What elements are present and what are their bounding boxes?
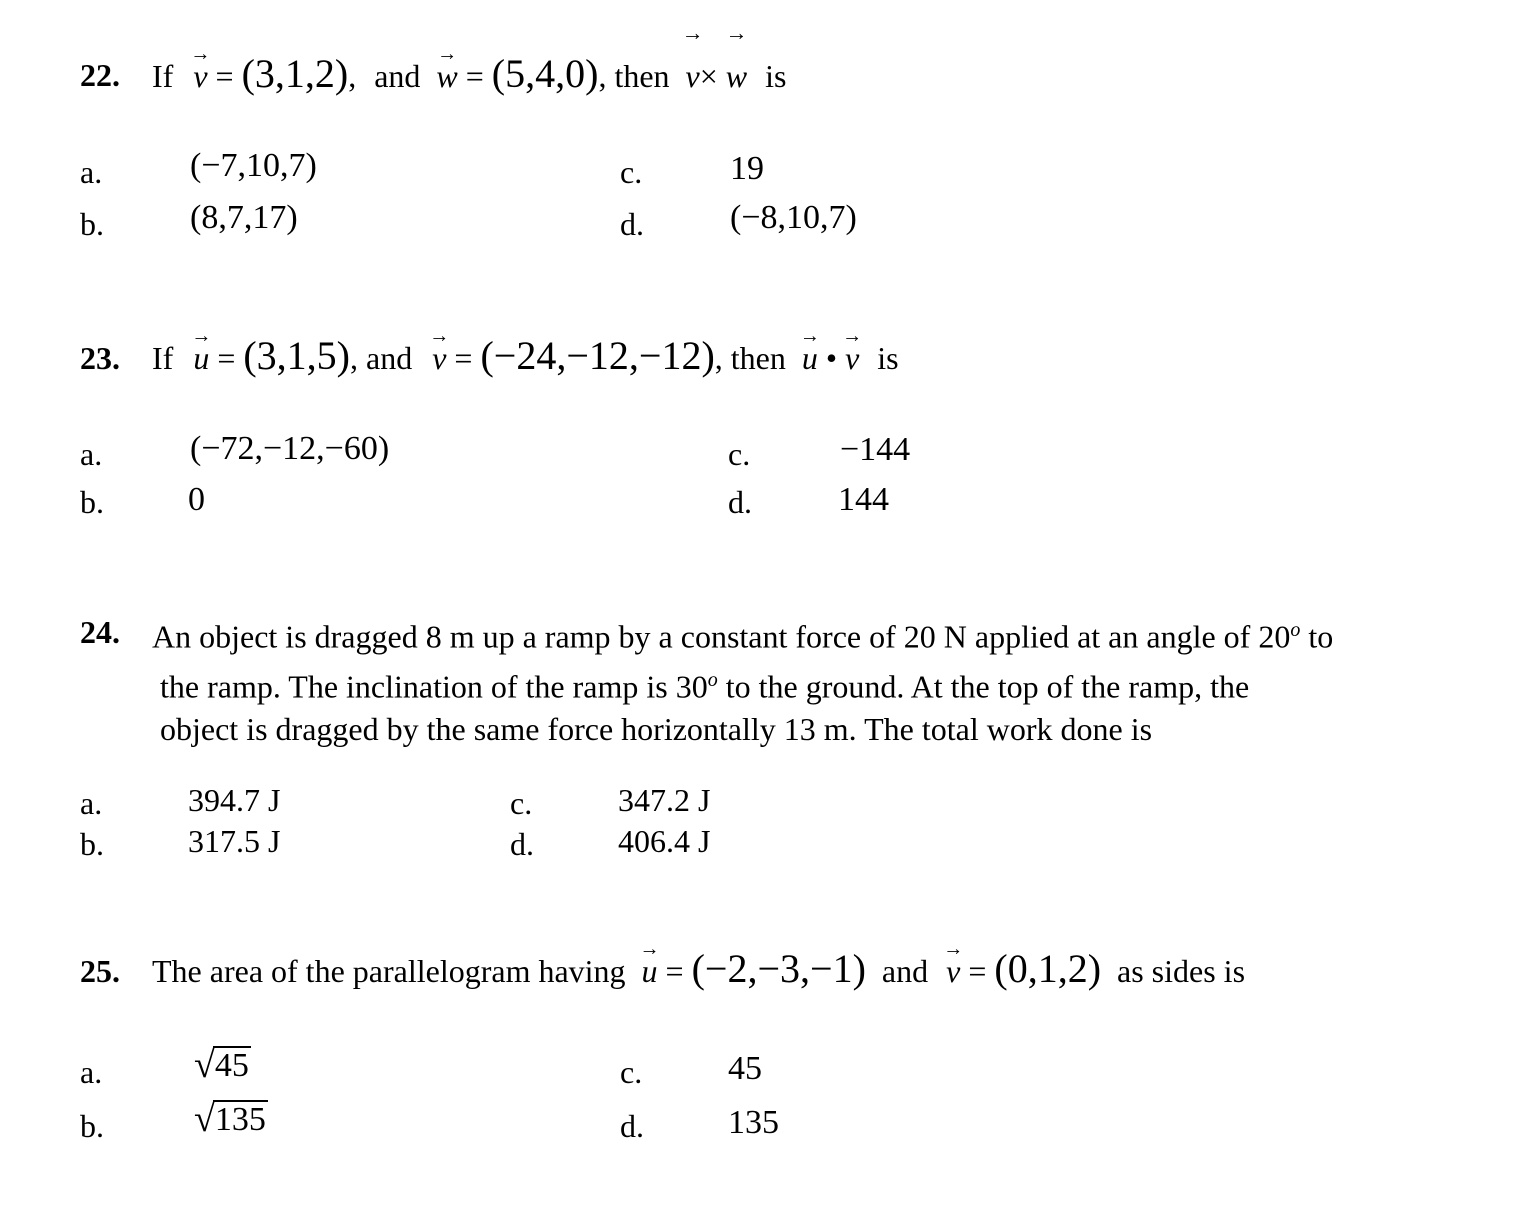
equals-sign: = [968, 953, 987, 989]
equals-sign: = [665, 953, 684, 989]
vector-w-value: (5,4,0) [491, 51, 599, 96]
square-root-sign: √ [194, 1044, 215, 1086]
option-b-value [194, 1100, 268, 1138]
vector-u-value: (3,1,5) [243, 333, 350, 378]
stem-text: and [374, 58, 421, 94]
stem-text: An object is dragged 8 m up a ramp by a constant force of 20 N applied at an angle of [152, 618, 1251, 655]
stem-text: , then [714, 340, 786, 376]
cross-w-symbol: → w [726, 58, 747, 95]
stem-text: , and [350, 340, 413, 376]
question-stem [152, 333, 899, 378]
vector-u-symbol: → u [642, 953, 658, 990]
stem-text: If [152, 340, 174, 376]
stem-text: is [877, 340, 899, 376]
question-stem [152, 51, 787, 96]
vector-v-value: (−24,−12,−12) [480, 333, 715, 378]
vector-v-symbol: → v [193, 58, 207, 95]
option-a-value: (−72,−12,−60) [190, 430, 390, 467]
square-root-sign: √ [194, 1098, 215, 1140]
stem-text: to [1308, 618, 1334, 655]
option-d-value: 406.4 J [618, 823, 711, 859]
equals-sign: = [217, 340, 236, 376]
stem-text: and [881, 953, 929, 989]
option-c-label: c. [728, 436, 751, 472]
option-d-label: d. [620, 1108, 644, 1144]
stem-text: The area of the parallelogram having [152, 953, 626, 989]
stem-text: to the ground. At the top of the ramp, the [725, 668, 1250, 705]
option-c-value: 45 [728, 1050, 762, 1087]
option-b-value: 0 [188, 481, 205, 518]
option-a-value [194, 1046, 251, 1084]
question-number: 25. [80, 953, 120, 989]
dot-v-symbol: → v [845, 340, 859, 377]
vector-v-value: (3,1,2) [241, 51, 349, 96]
vector-w-symbol: → w [436, 58, 457, 95]
option-b-label: b. [80, 826, 104, 862]
option-b-value: 317.5 J [188, 823, 281, 859]
stem-line-3: object is dragged by the same force horizontally 13 m. The total work done is [160, 711, 1153, 748]
option-a-label: a. [80, 1054, 103, 1090]
option-b-label: b. [80, 1108, 104, 1144]
equals-sign: = [454, 340, 473, 376]
option-b-label: b. [80, 484, 104, 520]
option-d-value: (−8,10,7) [730, 199, 857, 236]
option-c-value: 347.2 J [618, 782, 711, 818]
question-number: 24. [80, 614, 120, 650]
vector-v-value: (0,1,2) [994, 946, 1102, 991]
comma: , [348, 58, 357, 94]
option-d-value: 135 [728, 1104, 779, 1141]
degree-mark: o [1290, 619, 1301, 641]
option-a-label: a. [80, 436, 103, 472]
option-b-value: (8,7,17) [190, 199, 298, 236]
dot-operator: • [825, 340, 838, 376]
radicand: 135 [214, 1101, 266, 1139]
angle-value: 30 [675, 668, 708, 705]
equals-sign: = [465, 58, 484, 94]
stem-text: as sides is [1117, 953, 1246, 989]
question-number: 22. [80, 57, 120, 93]
option-c-label: c. [620, 154, 643, 190]
option-d-value: 144 [838, 481, 889, 518]
option-c-label: c. [510, 785, 533, 821]
option-d-label: d. [620, 206, 644, 242]
stem-line-2 [160, 659, 1333, 709]
cross-operator: × [699, 58, 718, 94]
option-b-label: b. [80, 206, 104, 242]
question-stem [152, 609, 1333, 751]
vector-u-symbol: → u [193, 340, 209, 377]
option-c-label: c. [620, 1054, 643, 1090]
vector-v-symbol: → v [946, 953, 960, 990]
vector-v-symbol: → v [432, 340, 446, 377]
option-d-label: d. [510, 826, 534, 862]
stem-text: the ramp. The inclination of the ramp is [160, 668, 668, 705]
option-a-value: 394.7 J [188, 782, 281, 818]
option-c-value: −144 [840, 431, 911, 468]
stem-text: If [152, 58, 174, 94]
stem-text: , then [598, 58, 670, 94]
question-number: 23. [80, 340, 120, 376]
stem-line-1 [152, 609, 1333, 659]
stem-text: is [765, 58, 787, 94]
dot-u-symbol: → u [802, 340, 818, 377]
cross-v-symbol: → v [686, 58, 700, 95]
option-a-label: a. [80, 785, 103, 821]
equals-sign: = [215, 58, 234, 94]
option-c-value: 19 [730, 150, 764, 187]
radicand: 45 [214, 1047, 249, 1085]
option-d-label: d. [728, 484, 752, 520]
question-stem [152, 946, 1246, 991]
option-a-label: a. [80, 154, 103, 190]
option-a-value: (−7,10,7) [190, 147, 317, 184]
degree-mark: o [707, 668, 718, 691]
angle-value: 20 [1258, 618, 1291, 655]
vector-u-value: (−2,−3,−1) [691, 946, 866, 991]
